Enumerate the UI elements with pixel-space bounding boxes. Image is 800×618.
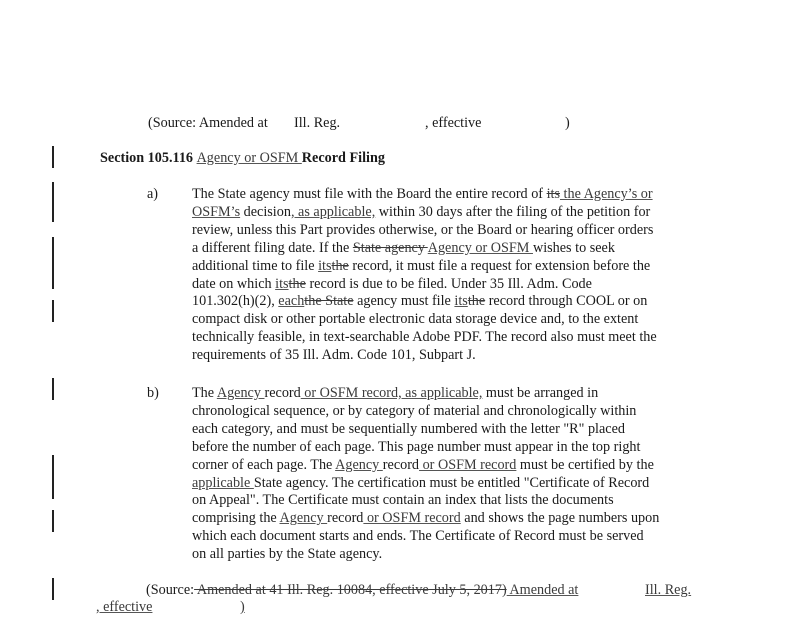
change-bar (52, 455, 54, 499)
para-a-line (192, 258, 722, 276)
text: 101.302(h)(2), (192, 293, 279, 310)
para-a (192, 186, 722, 365)
source-open: (Source: Amended at (148, 115, 268, 131)
inserted-text: , as applicable, (290, 203, 376, 220)
text: and shows the page numbers upon (460, 510, 660, 527)
para-a-line (192, 186, 722, 204)
inserted-text: OSFM’s (192, 203, 241, 220)
text: record is due to be filed. Under 35 Ill. Adm. Code (305, 275, 592, 292)
para-a-line (192, 293, 722, 311)
change-bar (52, 578, 54, 600)
deleted-text: the State (304, 293, 354, 310)
source-open: (Source: (146, 582, 195, 598)
para-b-line: which each document starts and ends. The Certificate of Record must be served (192, 528, 644, 545)
source-reg: Ill. Reg. (645, 582, 692, 598)
para-a-line (192, 276, 722, 294)
inserted-text: or OSFM record (419, 456, 517, 473)
inserted-text: Agency or OSFM (427, 239, 533, 256)
inserted-text: its (318, 257, 332, 274)
para-a-line: review, unless this Part provides otherwise, or the Board or hearing officer orders (192, 221, 654, 238)
change-bar (52, 146, 54, 168)
inserted-text: Amended at (506, 582, 579, 598)
text: must be certified by the (516, 456, 654, 473)
deleted-text: the (288, 275, 306, 292)
para-b-line (192, 385, 722, 403)
inserted-text: Agency (335, 456, 383, 473)
source-close: ) (240, 599, 245, 615)
para-a-line: compact disk or other portable electronic data storage device and, to the extent (192, 311, 639, 328)
para-b-line: on Appeal". The Certificate must contain an index that lists the documents (192, 492, 614, 509)
para-b (192, 385, 722, 564)
deleted-text: the (467, 293, 486, 310)
change-bar (52, 510, 54, 532)
section-title-inserted: Agency or OSFM (196, 150, 302, 166)
inserted-text: Agency (216, 385, 265, 401)
inserted-text: the Agency’s or (559, 186, 653, 202)
deleted-text: its (546, 186, 560, 202)
section-heading (100, 150, 385, 167)
source-bottom-line (146, 582, 578, 599)
change-bar (52, 378, 54, 400)
text: record (382, 456, 420, 473)
deleted-text: Amended at 41 Ill. Reg. 10084, effective July 5, 2017) (194, 582, 507, 598)
source-effective: , effective (96, 599, 153, 615)
inserted-text: its (275, 275, 289, 292)
inserted-text: Agency (279, 510, 328, 527)
text: within 30 days after the filing of the petition for (375, 203, 651, 220)
para-b-line (192, 475, 722, 493)
text: comprising the (192, 510, 280, 527)
text: date on which (192, 275, 276, 292)
change-bar (52, 300, 54, 322)
deleted-text: the (331, 257, 349, 274)
text: The (192, 385, 217, 401)
inserted-text: or OSFM record (363, 510, 461, 527)
para-b-marker: b) (147, 385, 159, 401)
section-number: Section 105.116 (100, 150, 194, 166)
inserted-text: or OSFM record, as applicable, (300, 385, 483, 401)
para-a-line (192, 240, 722, 258)
section-title: Record Filing (301, 150, 385, 166)
text: record (327, 510, 364, 527)
text: a different filing date. If the (192, 239, 353, 256)
inserted-text: applicable (192, 474, 254, 491)
text: wishes to seek (532, 239, 615, 256)
text: record through COOL or on (485, 293, 648, 310)
text: corner of each page. The (192, 456, 336, 473)
para-b-line: before the number of each page. This page number must appear in the top right (192, 438, 641, 455)
para-b-line (192, 510, 722, 528)
para-b-line: each category, and must be sequentially numbered with the letter "R" placed (192, 420, 625, 437)
para-b-line: chronological sequence, or by category of material and chronologically within (192, 402, 637, 419)
source-effective: , effective (425, 115, 482, 131)
change-bar (52, 237, 54, 289)
para-a-line: requirements of 35 Ill. Adm. Code 101, Subpart J. (192, 347, 476, 364)
text: The State agency must file with the Board the entire record of (192, 186, 547, 202)
text: must be arranged in (482, 385, 599, 401)
inserted-text: each (278, 293, 305, 310)
para-a-line: technically feasible, in text-searchable Adobe PDF. The record also must meet the (192, 329, 657, 346)
para-a-marker: a) (147, 186, 159, 202)
inserted-text: its (454, 293, 468, 310)
para-a-line (192, 204, 722, 222)
text: record (264, 385, 301, 401)
source-close: ) (565, 115, 570, 131)
text: agency must file (353, 293, 455, 310)
text: State agency. The certification must be entitled "Certificate of Record (253, 474, 650, 491)
para-b-line: on all parties by the State agency. (192, 546, 383, 563)
change-bar (52, 182, 54, 222)
source-reg: Ill. Reg. (294, 115, 341, 131)
text: record, it must file a request for extension before the (348, 257, 651, 274)
text: additional time to file (192, 257, 319, 274)
para-b-line (192, 457, 722, 475)
text: decision (240, 203, 291, 220)
deleted-text: State agency (352, 239, 428, 256)
